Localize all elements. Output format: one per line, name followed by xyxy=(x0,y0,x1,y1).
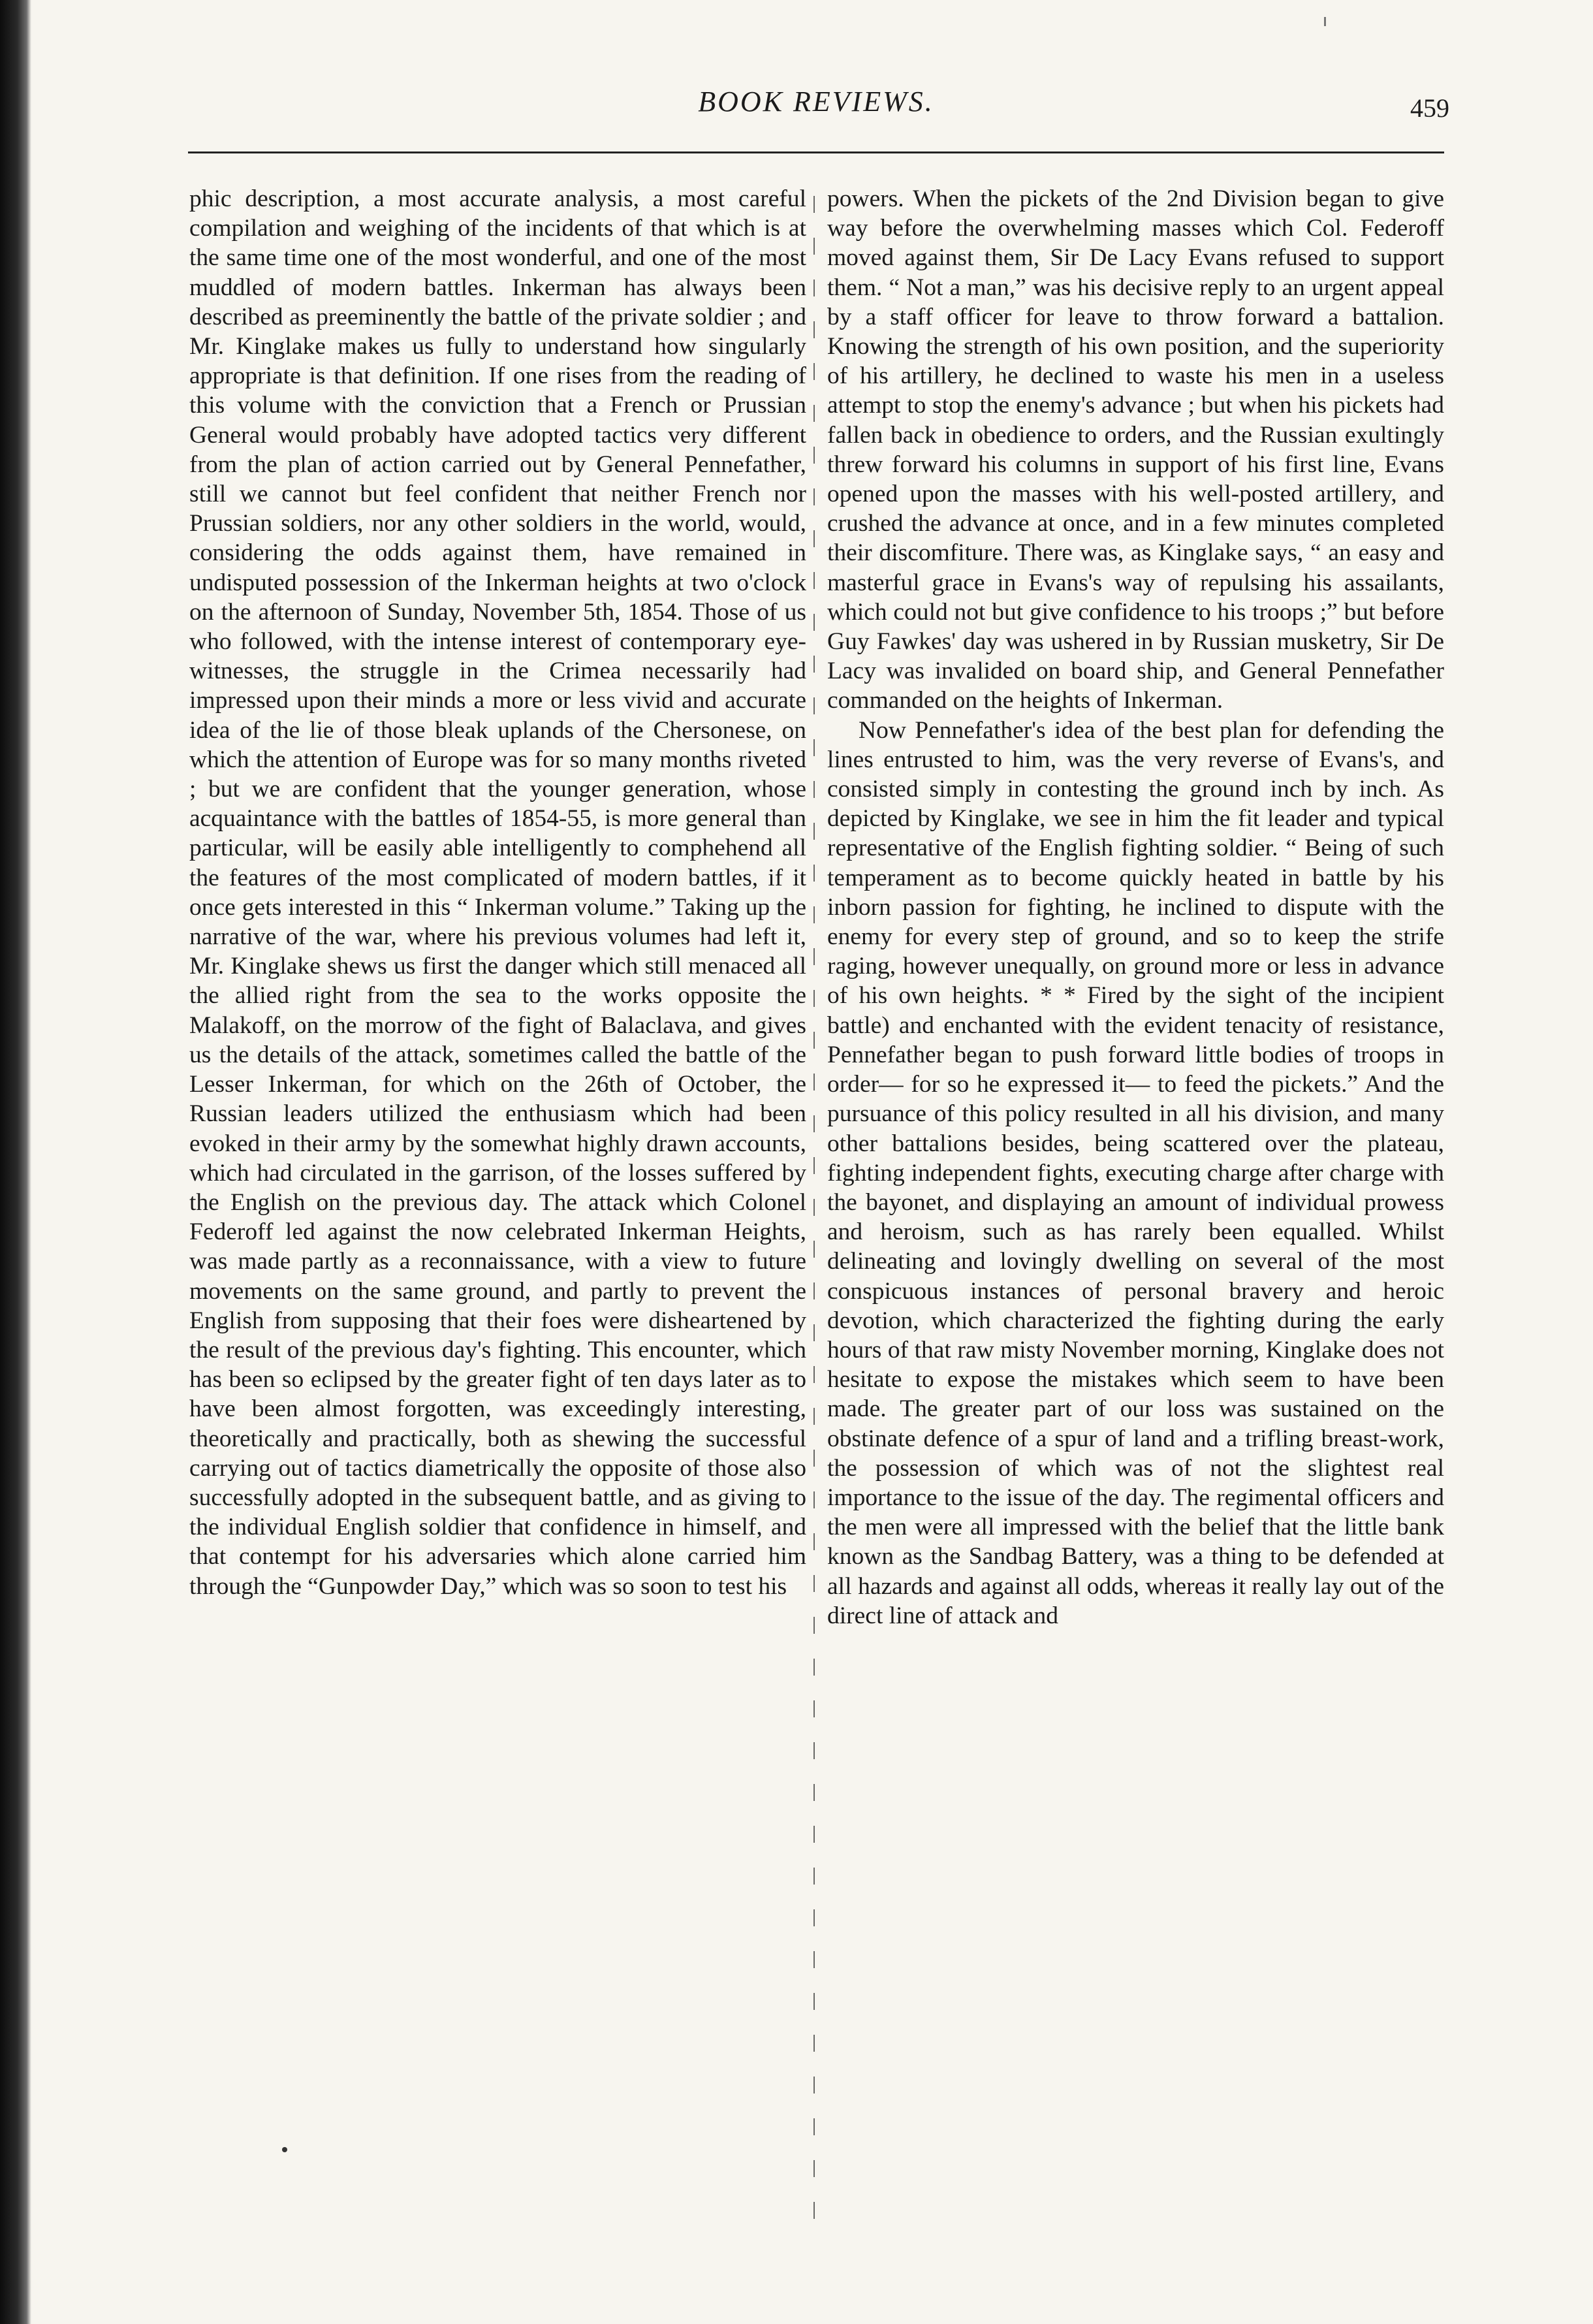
header-rule xyxy=(188,151,1444,153)
running-title: BOOK REVIEWS. xyxy=(698,86,934,118)
page-header xyxy=(189,85,1449,137)
paragraph: phic description, a most accurate analysis, a most careful compilation and weighing of the incidents of that which is at the same time one of the most wonderful, and one of the most muddled of modern battles. Inkerman has always been described as preeminently the battle of the private soldier ; and Mr. Kinglake makes us fully to understand how singularly appropriate is that definition. If one rises from the reading of this volume with the conviction that a French or Prussian General would probably have adopted tactics very different from the plan of action carried out by General Pennefather, still we cannot but feel confident that neither French nor Prussian soldiers, nor any other soldiers in the world, would, considering the odds against them, have remained in undisputed possession of the Inkerman heights at two o'clock on the afternoon of Sunday, November 5th, 1854. Those of us who followed, with the intense interest of contemporary eye-witnesses, the struggle in the Crimea necessarily had impressed upon their minds a more or less vivid and accurate idea of the lie of those bleak uplands of the Chersonese, on which the attention of Europe was for so many months riveted ; but we are confident that the younger generation, whose acquaintance with the battles of 1854-55, is more general than particular, will be easily able intelligently to comphehend all the features of the most complicated of modern battles, if it once gets interested in this “ Inkerman volume.” Taking up the narrative of the war, where his previous volumes had left it, Mr. Kinglake shews us first the danger which still menaced all the allied right from the sea to the works opposite the Malakoff, on the morrow of the fight of Balaclava, and gives us the details of the attack, sometimes called the battle of the Lesser Inkerman, for which on the 26th of October, the Russian leaders utilized the enthusiasm which had been evoked in their army by the somewhat highly drawn accounts, which had circulated in the garrison, of the losses suffered by the English on the previous day. The attack which Colonel Federoff led against the now celebrated Inkerman Heights, was made partly as a reconnaissance, with a view to future movements on the same ground, and partly to prevent the English from supposing that their foes were disheartened by the result of the previous day's fighting. This encounter, which has been so eclipsed by the greater fight of ten days later as to have been almost forgotten, was exceedingly interesting, theoretically and practically, both as shewing the successful carrying out of tactics diametrically the opposite of those also successfully adopted in the subsequent battle, and as giving to the individual English soldier that confidence in himself, and that contempt for his adversaries which alone carried him through the “Gunpowder Day,” which was so soon to test his xyxy=(189,185,806,1600)
column-gutter xyxy=(813,196,815,2240)
left-column xyxy=(189,184,806,1601)
paragraph: Now Pennefather's idea of the best plan for defending the lines entrusted to him, was the very reverse of Evans's, and consisted simply in contesting the ground inch by inch. As depicted by Kinglake, we see in him the fit leader and typical representative of the English fighting soldier. “ Being of such temperament as to become quickly heated in battle by his inborn passion for fighting, he inclined to dispute with the enemy for every step of ground, and so to keep the strife raging, however unequally, on ground more or less in advance of his own heights. * * Fired by the sight of the incipient battle) and enchanted with the evident tenacity of resistance, Pennefather began to push forward little bodies of troops in order— for so he expressed it— to feed the pickets.” And the pursuance of this policy resulted in all his division, and many other battalions besides, being scattered over the plateau, fighting independent fights, executing charge after charge with the bayonet, and displaying an amount of individual prowess and heroism, such as has rarely been equalled. Whilst delineating and lovingly dwelling on several of the most conspicuous instances of personal bravery and heroic devotion, which characterized the fighting during the early hours of that raw misty November morning, Kinglake does not hesitate to expose the mistakes which seem to have been made. The greater part of our loss was sustained on the obstinate defence of a spur of land and a trifling breast-work, the possession of which was of not the slightest real importance to the issue of the day. The regimental officers and the men were all impressed with the belief that the little bank known as the Sandbag Battery, was a thing to be defended at all hazards and against all odds, whereas it really lay out of the direct line of attack and xyxy=(827,716,1444,1629)
right-column xyxy=(827,184,1444,1631)
scan-speck xyxy=(282,2147,287,2152)
page-number: 459 xyxy=(1410,93,1449,123)
scan-speck xyxy=(1324,17,1326,26)
paragraph: powers. When the pickets of the 2nd Division began to give way before the overwhelming masses which Col. Federoff moved against them, Sir De Lacy Evans refused to support them. “ Not a man,” was his decisive reply to an urgent appeal by a staff officer for leave to throw forward a battalion. Knowing the strength of his own position, and the superiority of his artillery, he declined to waste his men in a useless attempt to stop the enemy's advance ; but when his pickets had fallen back in obedience to orders, and the Russian exultingly threw forward his columns in support of his first line, Evans opened upon the masses with his well-posted artillery, and crushed the advance at once, and in a few minutes completed their discomfiture. There was, as Kinglake says, “ an easy and masterful grace in Evans's way of repulsing his assailants, which could not but give confidence to his troops ;” but before Guy Fawkes' day was ushered in by Russian musketry, Sir De Lacy was invalided on board ship, and General Pennefather commanded on the heights of Inkerman. xyxy=(827,185,1444,714)
scanned-page-edge xyxy=(0,0,31,2324)
